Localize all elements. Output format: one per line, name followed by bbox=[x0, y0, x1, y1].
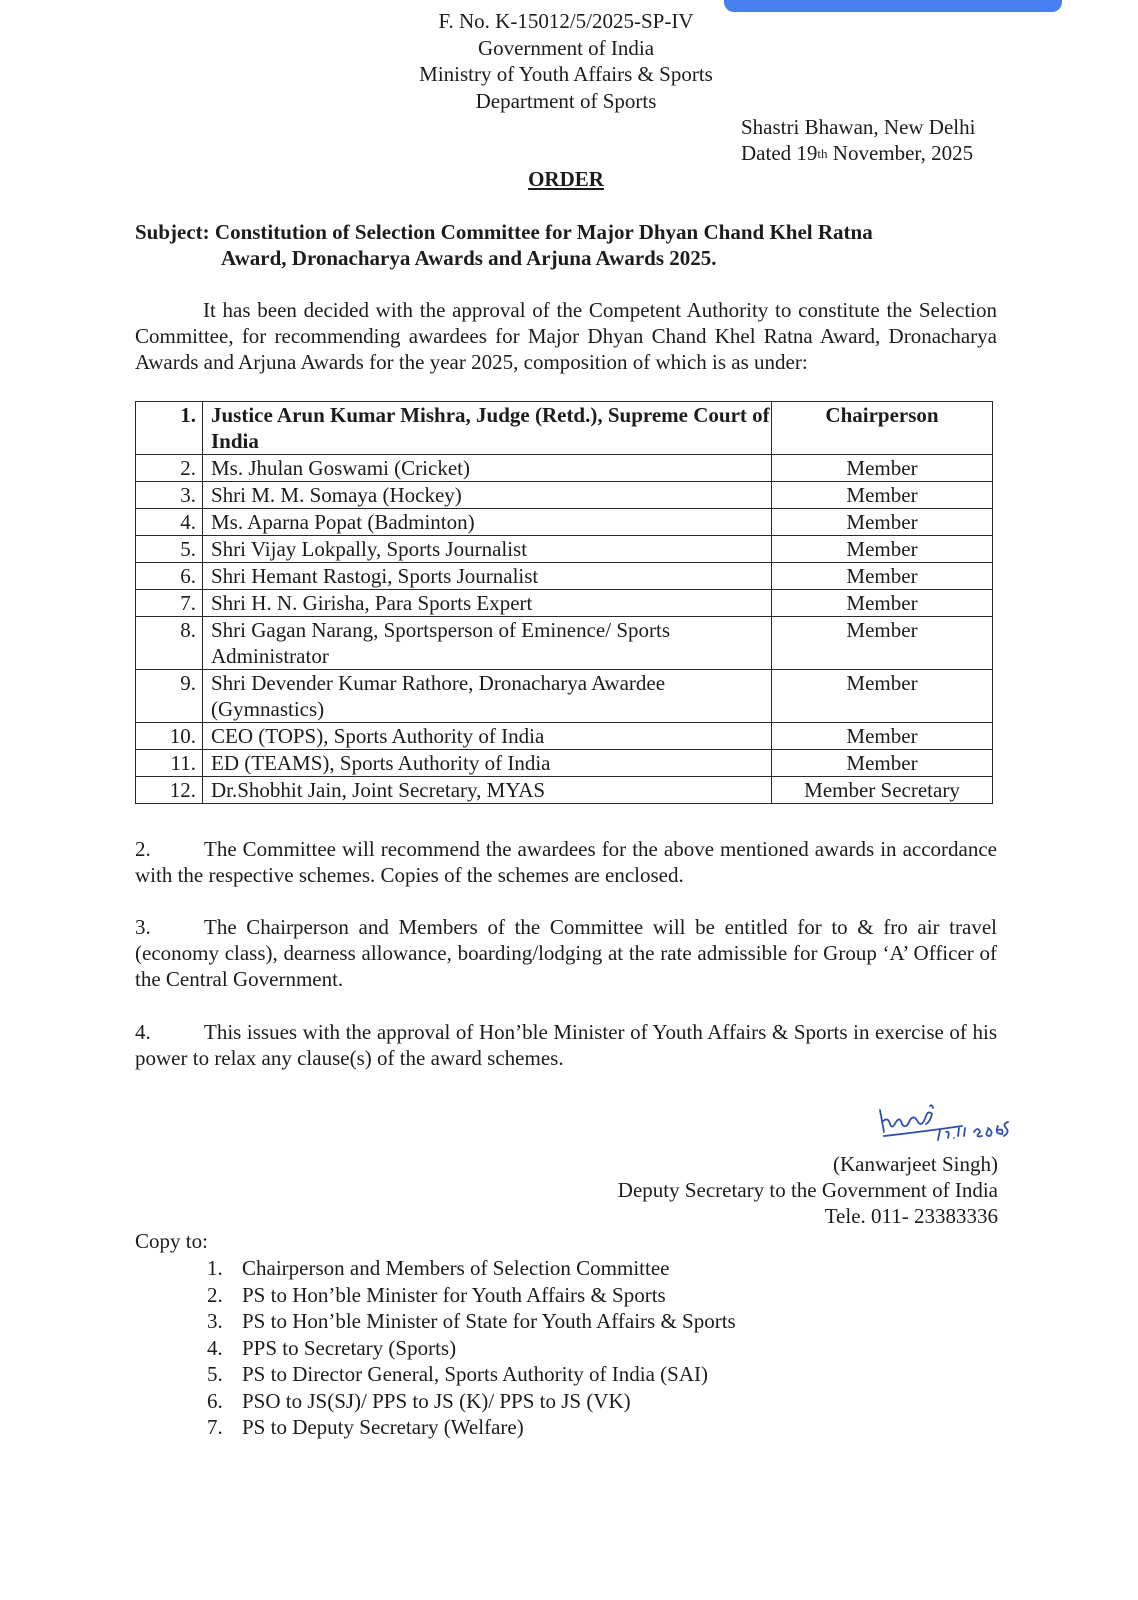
paragraph-text: This issues with the approval of Hon’ble Minister of Youth Affairs & Sports in exercise of his power to relax any clause(s) of the award schemes. bbox=[135, 1020, 997, 1070]
committee-serial: 11. bbox=[136, 750, 203, 777]
dated-prefix: Dated 19 bbox=[741, 141, 818, 165]
committee-member-name: ED (TEAMS), Sports Authority of India bbox=[203, 750, 772, 777]
copy-to-text: PS to Director General, Sports Authority of India (SAI) bbox=[242, 1362, 709, 1386]
copy-to-number: 6. bbox=[207, 1388, 223, 1413]
file-number: F. No. K-15012/5/2025-SP-IV bbox=[438, 9, 694, 33]
copy-to-item bbox=[207, 1361, 736, 1388]
signatory-telephone: Tele. 011- 23383336 bbox=[824, 1204, 998, 1228]
place-and-date bbox=[741, 114, 975, 166]
committee-row bbox=[136, 617, 993, 670]
copy-to-label: Copy to: bbox=[135, 1229, 208, 1253]
paragraph-3 bbox=[135, 914, 997, 992]
committee-role: Member bbox=[772, 670, 993, 723]
committee-role: Chairperson bbox=[772, 402, 993, 455]
committee-role: Member bbox=[772, 590, 993, 617]
handwritten-signature bbox=[870, 1102, 1030, 1152]
committee-serial: 3. bbox=[136, 482, 203, 509]
committee-member-name: CEO (TOPS), Sports Authority of India bbox=[203, 723, 772, 750]
committee-member-name: Shri M. M. Somaya (Hockey) bbox=[203, 482, 772, 509]
paragraph-number: 4. bbox=[135, 1020, 151, 1044]
signatory-designation: Deputy Secretary to the Government of India bbox=[617, 1178, 998, 1202]
committee-row bbox=[136, 509, 993, 536]
copy-to-text: PSO to JS(SJ)/ PPS to JS (K)/ PPS to JS (VK) bbox=[242, 1388, 631, 1413]
committee-member-name: Ms. Aparna Popat (Badminton) bbox=[203, 509, 772, 536]
copy-to-text: Chairperson and Members of Selection Committee bbox=[242, 1256, 670, 1280]
dated-suffix: November, 2025 bbox=[827, 141, 974, 165]
committee-row bbox=[136, 670, 993, 723]
paragraph-1: It has been decided with the approval of the Competent Authority to constitute the Selection Committee, for recommending awardees for Major Dhyan Chand Khel Ratna Award, Dronacharya Awards and Arjuna Awards for the year 2025, composition of which is as under: bbox=[135, 298, 997, 374]
copy-to-list bbox=[207, 1255, 736, 1441]
committee-member-name: Justice Arun Kumar Mishra, Judge (Retd.), Supreme Court of India bbox=[203, 402, 772, 455]
committee-member-name: Shri Gagan Narang, Sportsperson of Eminence/ Sports Administrator bbox=[203, 617, 772, 670]
copy-to-number: 7. bbox=[207, 1415, 223, 1439]
committee-row bbox=[136, 723, 993, 750]
signatory-block bbox=[618, 1151, 998, 1229]
committee-role: Member bbox=[772, 723, 993, 750]
committee-serial: 7. bbox=[136, 590, 203, 617]
paragraph-text: The Chairperson and Members of the Committee will be entitled for to & fro air travel (economy class), dearness allowance, boarding/lodging at the rate admissible for Group ‘A’ Officer of the Central Government. bbox=[135, 915, 997, 991]
copy-to-number: 4. bbox=[207, 1335, 223, 1360]
committee-row bbox=[136, 455, 993, 482]
copy-to-text: PS to Hon’ble Minister of State for Youth Affairs & Sports bbox=[242, 1309, 736, 1333]
committee-serial: 12. bbox=[136, 777, 203, 804]
committee-serial: 8. bbox=[136, 617, 203, 670]
committee-role: Member bbox=[772, 536, 993, 563]
copy-to-item bbox=[207, 1335, 736, 1362]
committee-serial: 10. bbox=[136, 723, 203, 750]
committee-serial: 9. bbox=[136, 670, 203, 723]
committee-serial: 2. bbox=[136, 455, 203, 482]
location: Shastri Bhawan, New Delhi bbox=[741, 115, 976, 139]
copy-to-text: PPS to Secretary (Sports) bbox=[242, 1335, 457, 1360]
government-name: Government of India bbox=[477, 35, 655, 60]
dated-superscript: th bbox=[817, 146, 828, 161]
copy-to-item bbox=[207, 1308, 736, 1335]
committee-member-name: Shri Vijay Lokpally, Sports Journalist bbox=[203, 536, 772, 563]
copy-to-number: 3. bbox=[207, 1309, 223, 1333]
subject-line-2: Award, Dronacharya Awards and Arjuna Awards 2025. bbox=[221, 246, 717, 270]
copy-to-number: 2. bbox=[207, 1282, 223, 1307]
committee-member-name: Shri Hemant Rastogi, Sports Journalist bbox=[203, 563, 772, 590]
paragraph-2 bbox=[135, 836, 997, 888]
signatory-name: (Kanwarjeet Singh) bbox=[832, 1152, 998, 1176]
committee-row bbox=[136, 402, 993, 455]
committee-row bbox=[136, 563, 993, 590]
committee-role: Member bbox=[772, 482, 993, 509]
department-name: Department of Sports bbox=[475, 88, 657, 113]
committee-row bbox=[136, 777, 993, 804]
subject-line-1: Subject: Constitution of Selection Committee for Major Dhyan Chand Khel Ratna bbox=[135, 220, 873, 244]
copy-to-text: PS to Hon’ble Minister for Youth Affairs & Sports bbox=[242, 1282, 666, 1307]
committee-member-name: Shri H. N. Girisha, Para Sports Expert bbox=[203, 590, 772, 617]
paragraph-text: The Committee will recommend the awardees for the above mentioned awards in accordance with the respective schemes. Copies of the schemes are enclosed. bbox=[135, 837, 997, 887]
dated bbox=[741, 140, 975, 166]
document-header bbox=[0, 8, 1132, 114]
paragraph-number: 3. bbox=[135, 915, 151, 939]
committee-serial: 6. bbox=[136, 563, 203, 590]
committee-table bbox=[135, 401, 993, 804]
ministry-name: Ministry of Youth Affairs & Sports bbox=[419, 62, 713, 86]
committee-member-name: Shri Devender Kumar Rathore, Dronacharya Awardee (Gymnastics) bbox=[203, 670, 772, 723]
committee-role: Member bbox=[772, 563, 993, 590]
paragraph-4 bbox=[135, 1019, 997, 1071]
committee-member-name: Dr.Shobhit Jain, Joint Secretary, MYAS bbox=[203, 777, 772, 804]
copy-to-item bbox=[207, 1388, 736, 1415]
subject bbox=[135, 219, 997, 271]
copy-to-item bbox=[207, 1255, 736, 1282]
copy-to-item bbox=[207, 1282, 736, 1309]
committee-role: Member bbox=[772, 617, 993, 670]
committee-serial: 4. bbox=[136, 509, 203, 536]
committee-role: Member bbox=[772, 455, 993, 482]
committee-role: Member Secretary bbox=[772, 777, 993, 804]
copy-to-number: 1. bbox=[207, 1256, 223, 1280]
committee-role: Member bbox=[772, 509, 993, 536]
committee-row bbox=[136, 536, 993, 563]
committee-row bbox=[136, 482, 993, 509]
committee-row bbox=[136, 590, 993, 617]
committee-role: Member bbox=[772, 750, 993, 777]
copy-to-item bbox=[207, 1414, 736, 1441]
copy-to-number: 5. bbox=[207, 1362, 223, 1386]
paragraph-number: 2. bbox=[135, 837, 151, 861]
copy-to-text: PS to Deputy Secretary (Welfare) bbox=[242, 1415, 524, 1439]
committee-row bbox=[136, 750, 993, 777]
committee-member-name: Ms. Jhulan Goswami (Cricket) bbox=[203, 455, 772, 482]
order-title: ORDER bbox=[528, 167, 604, 191]
committee-serial: 5. bbox=[136, 536, 203, 563]
committee-serial: 1. bbox=[136, 402, 203, 455]
